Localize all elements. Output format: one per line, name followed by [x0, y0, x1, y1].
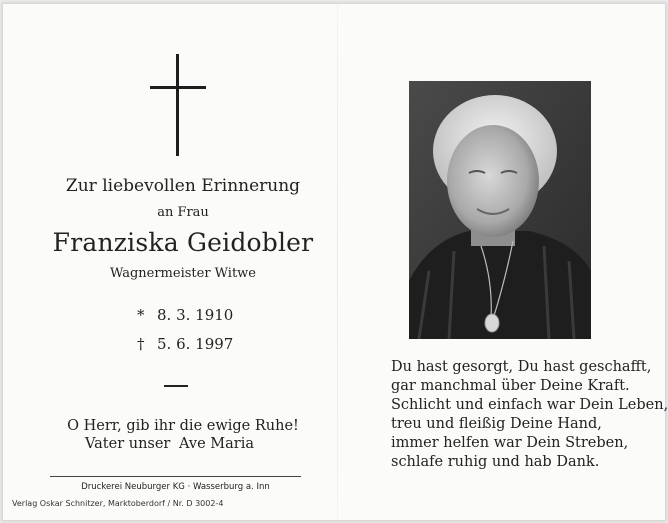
- death-date: 5. 6. 1997: [157, 335, 234, 353]
- publisher-imprint: Verlag Oskar Schnitzer, Marktoberdorf / Nr. D 3002-4: [12, 499, 224, 508]
- poem-line: gar manchmal über Deine Kraft.: [391, 378, 630, 394]
- salutation-text: an Frau: [157, 205, 209, 220]
- intro-text: Zur liebevollen Erinnerung: [65, 176, 301, 196]
- card-fold: [337, 4, 338, 520]
- poem-line: schlafe ruhig und hab Dank.: [391, 454, 600, 470]
- prayer-ave-maria: Ave Maria: [179, 436, 254, 452]
- prayer-text: O Herr, gib ihr die ewige Ruhe!: [67, 418, 299, 434]
- birth-date-line: [137, 306, 233, 324]
- occupation-text: Wagnermeister Witwe: [109, 266, 257, 281]
- poem-line: Schlicht und einfach war Dein Leben,: [391, 397, 668, 413]
- poem-line: Du hast gesorgt, Du hast geschafft,: [391, 359, 652, 375]
- portrait-image: [409, 81, 591, 339]
- portrait-photo: [409, 81, 591, 339]
- separator-dash: [164, 385, 188, 387]
- birth-date: 8. 3. 1910: [157, 306, 234, 324]
- death-symbol: †: [137, 335, 145, 353]
- poem-line: immer helfen war Dein Streben,: [391, 435, 629, 451]
- memorial-card: [2, 3, 666, 521]
- footer-rule: [50, 476, 301, 477]
- poem-line: treu und fleißig Deine Hand,: [391, 416, 602, 432]
- poem: [391, 358, 668, 472]
- birth-symbol: *: [137, 306, 145, 324]
- printer-imprint: Druckerei Neuburger KG · Wasserburg a. Inn: [81, 482, 270, 492]
- cross-icon: [150, 54, 206, 156]
- deceased-name: Franziska Geidobler: [52, 228, 314, 257]
- prayer-vater-unser: Vater unser: [85, 436, 171, 452]
- death-date-line: [137, 335, 233, 353]
